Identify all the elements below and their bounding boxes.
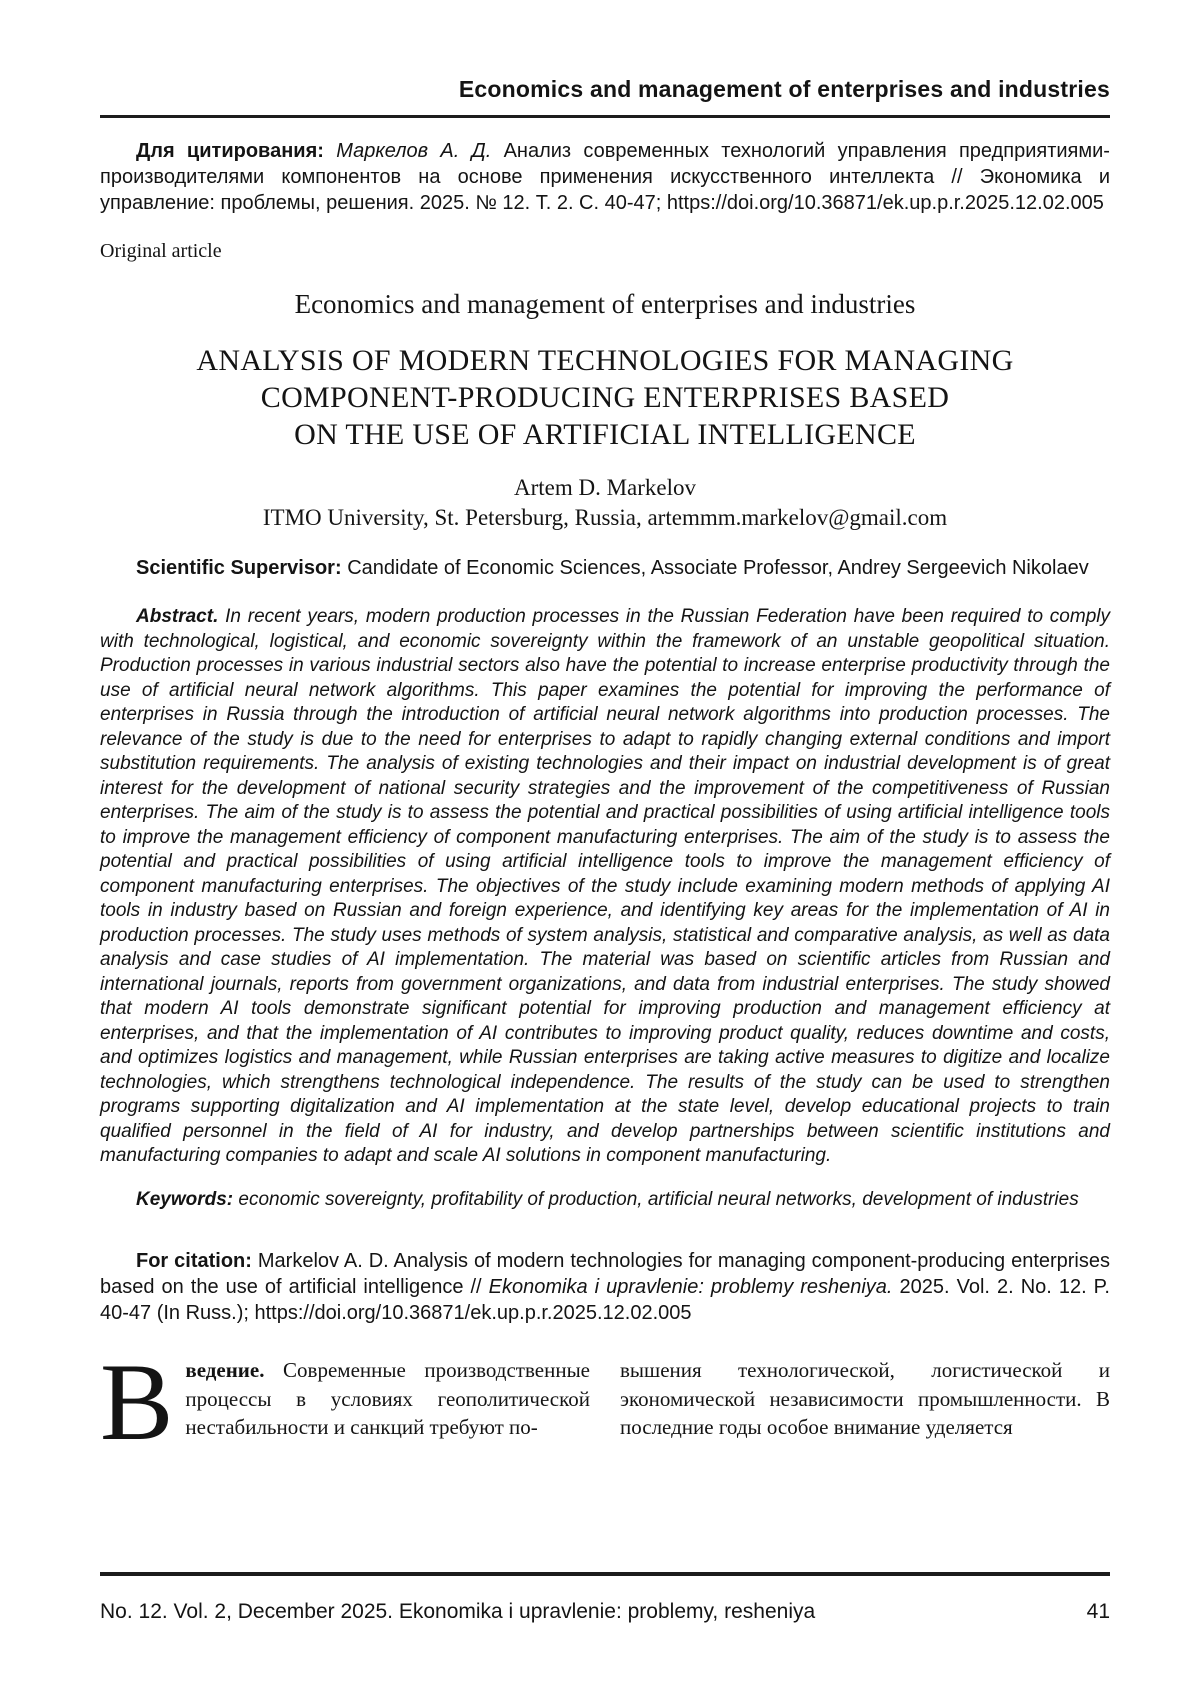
citation-block-ru	[100, 138, 1110, 216]
footer-page-number: 41	[1086, 1600, 1110, 1623]
dropcap-letter: В	[100, 1341, 174, 1463]
author-affiliation: ITMO University, St. Petersburg, Russia, artemmm.markelov@gmail.com	[262, 505, 948, 530]
page-footer	[100, 1572, 1110, 1624]
article-title	[100, 342, 1110, 453]
abstract-text: In recent years, modern production processes in the Russian Federation have been required to comply with technological, logistical, and economic sovereignty within the framework of an unstable geopolitical situation. Production processes in various industrial sectors also have the potential to increase enterprise productivity through the use of artificial neural network algorithms. This paper examines the potential for improving the performance of enterprises in Russia through the introduction of artificial neural network algorithms into production processes. The relevance of the study is due to the need for enterprises to adapt to rapidly changing external conditions and import substitution requirements. The analysis of existing technologies and their impact on industrial development is of great interest for the development of national security strategies and the improvement of the competitiveness of Russian enterprises. The aim of the study is to assess the potential and practical possibilities of using artificial intelligence tools to improve the management efficiency of component manufacturing enterprises. The aim of the study is to assess the potential and practical possibilities of using artificial intelligence tools to improve the management efficiency of component manufacturing enterprises. The objectives of the study include examining modern methods of applying AI tools in industry based on Russian and foreign experience, and identifying key areas for the implementation of AI in production processes. The study uses methods of system analysis, statistical and comparative analysis, as well as data analysis and case studies of AI implementation. The material was based on scientific articles from Russian and international journals, reports from government organizations, and data from industrial enterprises. The study showed that modern AI tools demonstrate significant potential for improving production and management efficiency at enterprises, and that the implementation of AI contributes to improving product quality, reduces downtime and costs, and optimizes logistics and management, while Russian enterprises are taking active measures to digitize and localize technologies, which strengthens technological independence. The results of the study can be used to strengthen programs supporting digitalization and AI implementation at the state level, develop educational projects to train qualified personnel in the field of AI for industry, and develop partnerships between scientific institutions and manufacturing companies to adapt and scale AI solutions in component manufacturing.	[100, 606, 1110, 1166]
citation-block-en	[100, 1248, 1110, 1326]
header-rule	[100, 115, 1110, 118]
intro-lead-word: ведение.	[185, 1358, 265, 1382]
intro-column-left	[100, 1341, 591, 1463]
citation-ru-text: Анализ современных технологий управления предприятиями-производителями компонентов на основе применения искусственного интеллекта // Экономика и управление: проблемы, решения. 2025. № 12. Т. 2. С. 40-47; https://doi.org/10.36871/ek.up.p.r.2025.12.02.005	[100, 140, 1110, 214]
running-head-title: Economics and management of enterprises and industries	[458, 76, 1110, 102]
article-title-line-1: ANALYSIS OF MODERN TECHNOLOGIES FOR MANAGING	[196, 344, 1014, 377]
abstract-paragraph	[100, 605, 1110, 1169]
citation-en-text-before: Markelov A. D. Analysis of modern technologies for managing component-producing enterprises based on the use of artificial intelligence //	[100, 1250, 1111, 1298]
keywords-paragraph	[100, 1188, 1110, 1213]
intro-column-right	[620, 1356, 1110, 1442]
introduction-columns	[100, 1341, 1110, 1463]
intro-right-text: вышения технологической, логистической и экономической независимости промышленности. В последние годы особое внимание уделяется	[620, 1358, 1110, 1439]
citation-ru-label: Для цитирования:	[136, 140, 324, 162]
keywords-label: Keywords:	[136, 1188, 234, 1210]
supervisor-label: Scientific Supervisor:	[136, 557, 342, 579]
footer-issue-info: No. 12. Vol. 2, December 2025. Ekonomika i upravlenie: problemy, resheniya	[100, 1600, 816, 1623]
article-title-line-3: ON THE USE OF ARTIFICIAL INTELLIGENCE	[294, 418, 916, 451]
intro-left-text: Современные производственные процессы в условиях геополитической нестабильности и санкций требуют по-	[185, 1358, 591, 1439]
section-title: Economics and management of enterprises and industries	[294, 289, 916, 319]
footer-rule	[100, 1572, 1110, 1576]
supervisor-text: Candidate of Economic Sciences, Associate Professor, Andrey Sergeevich Nikolaev	[347, 557, 1089, 579]
citation-en-journal: Ekonomika i upravlenie: problemy resheniya.	[488, 1276, 893, 1298]
keywords-text: economic sovereignty, profitability of production, artificial neural networks, development of industries	[238, 1188, 1079, 1210]
author-name: Artem D. Markelov	[513, 475, 697, 500]
abstract-label: Abstract.	[136, 606, 219, 627]
citation-en-text-after: 2025. Vol. 2. No. 12. P. 40-47 (In Russ.); https://doi.org/10.36871/ek.up.p.r.2025.12.02.005	[100, 1276, 1110, 1324]
scientific-supervisor	[100, 555, 1110, 581]
citation-ru-author: Маркелов А. Д.	[336, 140, 492, 162]
footer-row	[100, 1600, 1110, 1624]
article-title-line-2: COMPONENT-PRODUCING ENTERPRISES BASED	[260, 381, 950, 414]
citation-en-label: For citation:	[136, 1250, 252, 1272]
article-type-label: Original article	[100, 240, 222, 262]
